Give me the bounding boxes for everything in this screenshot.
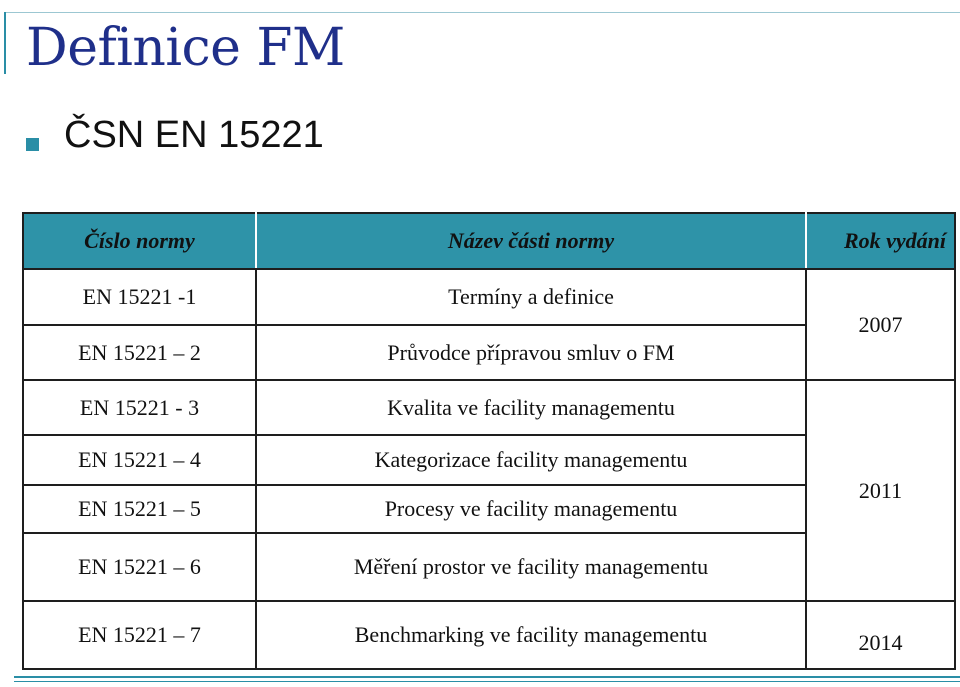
cell-year: 2011 [806, 380, 955, 601]
norms-table [22, 212, 956, 670]
cell-name: Měření prostor ve facility managementu [256, 533, 806, 601]
top-accent-rule [4, 12, 960, 13]
table-row [23, 269, 955, 325]
table-row [23, 380, 955, 435]
cell-name: Termíny a definice [256, 269, 806, 325]
cell-year: 2007 [806, 269, 955, 380]
cell-number: EN 15221 – 4 [23, 435, 256, 485]
bottom-accent-rule-thin [14, 681, 960, 682]
cell-number: EN 15221 - 3 [23, 380, 256, 435]
cell-year: 2014 [806, 601, 955, 669]
cell-name: Průvodce přípravou smluv o FM [256, 325, 806, 380]
header-cell-name: Název části normy [256, 213, 806, 269]
table-row [23, 601, 955, 669]
left-accent-bar [4, 12, 6, 74]
cell-number: EN 15221 – 2 [23, 325, 256, 380]
cell-name: Procesy ve facility managementu [256, 485, 806, 533]
cell-name: Kategorizace facility managementu [256, 435, 806, 485]
square-bullet-icon [26, 138, 39, 151]
cell-name: Benchmarking ve facility managementu [256, 601, 806, 669]
cell-name: Kvalita ve facility managementu [256, 380, 806, 435]
cell-number: EN 15221 – 7 [23, 601, 256, 669]
bottom-accent-rule [14, 676, 960, 678]
slide-title: Definice FM [26, 18, 345, 78]
header-cell-year: Rok vydání [806, 213, 955, 269]
cell-number: EN 15221 – 5 [23, 485, 256, 533]
table-header-row [23, 213, 955, 269]
header-cell-number: Číslo normy [23, 213, 256, 269]
cell-number: EN 15221 – 6 [23, 533, 256, 601]
bullet-text: ČSN EN 15221 [64, 114, 324, 156]
cell-number: EN 15221 -1 [23, 269, 256, 325]
